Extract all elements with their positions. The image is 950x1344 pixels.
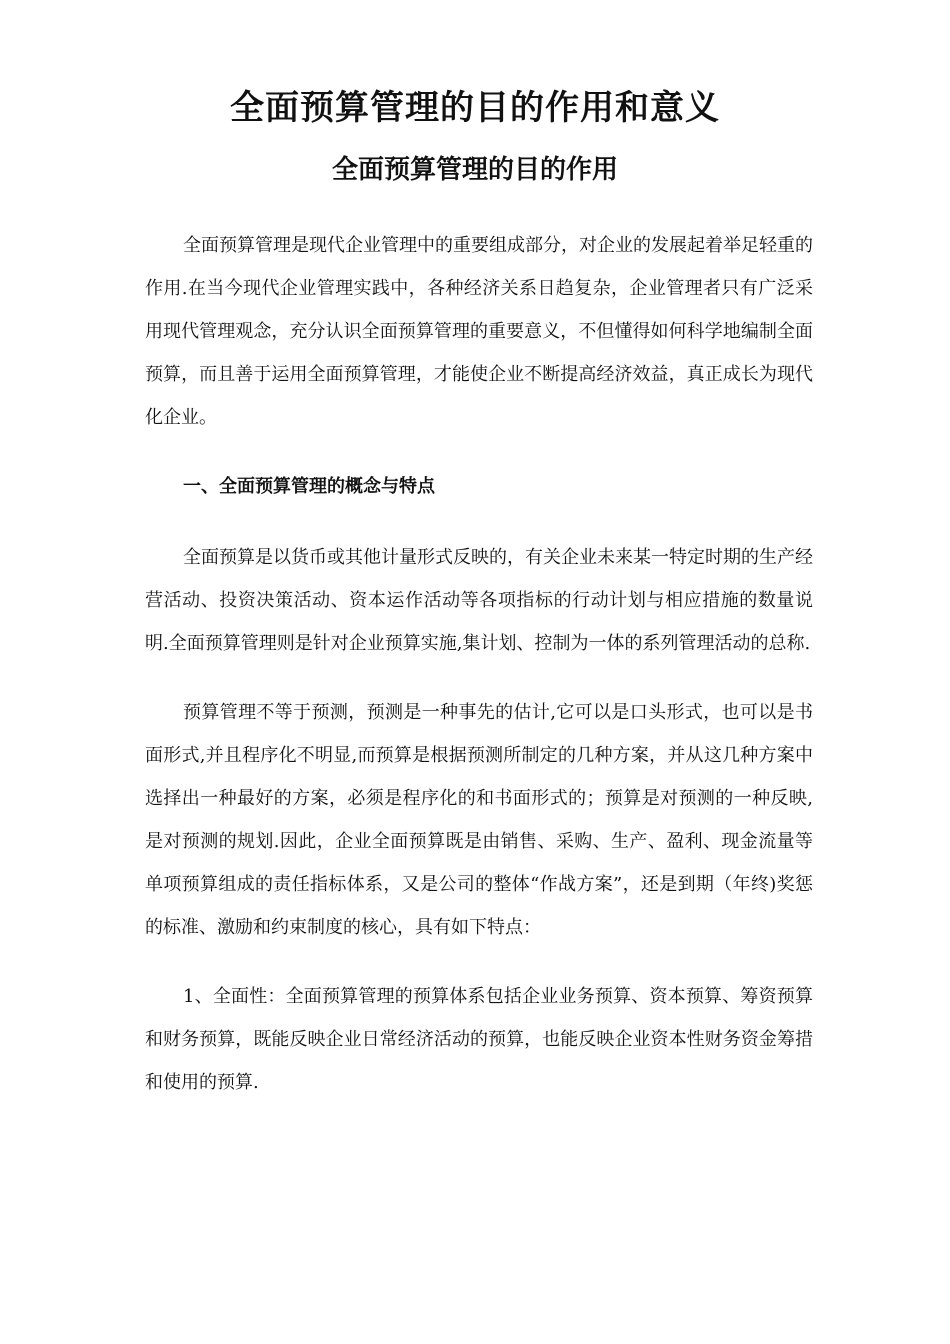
document-body bbox=[145, 224, 813, 1130]
prediction-paragraph: 预算管理不等于预测，预测是一种事先的估计,它可以是口头形式，也可以是书面形式,并且程序化不明显,而预算是根据预测所制定的几种方案，并从这几种方案中选择出一种最好的方案，必须是程序化的和书面形式的；预算是对预测的一种反映,是对预测的规划.因此，企业全面预算既是由销售、采购、生产、盈利、现金流量等单项预算组成的责任指标体系，又是公司的整体“作战方案”，还是到期（年终)奖惩的标准、激励和约束制度的核心，具有如下特点： bbox=[145, 702, 813, 938]
definition-paragraph: 全面预算是以货币或其他计量形式反映的，有关企业未来某一特定时期的生产经营活动、投资决策活动、资本运作活动等各项指标的行动计划与相应措施的数量说明.全面预算管理则是针对企业预算实施,集计划、控制为一体的系列管理活动的总称. bbox=[145, 547, 813, 654]
feature-paragraph: 1、全面性：全面预算管理的预算体系包括企业业务预算、资本预算、筹资预算和财务预算，既能反映企业日常经济活动的预算，也能反映企业资本性财务资金筹措和使用的预算. bbox=[145, 986, 813, 1093]
document-subtitle: 全面预算管理的目的作用 bbox=[331, 155, 618, 185]
section-heading: 一、全面预算管理的概念与特点 bbox=[183, 476, 435, 497]
intro-paragraph: 全面预算管理是现代企业管理中的重要组成部分，对企业的发展起着举足轻重的作用.在当今现代企业管理实践中，各种经济关系日趋复杂，企业管理者只有广泛采用现代管理观念，充分认识全面预算管理的重要意义，不但懂得如何科学地编制全面预算，而且善于运用全面预算管理，才能使企业不断提高经济效益，真正成长为现代化企业。 bbox=[145, 235, 813, 428]
document-title: 全面预算管理的目的作用和意义 bbox=[230, 88, 720, 128]
